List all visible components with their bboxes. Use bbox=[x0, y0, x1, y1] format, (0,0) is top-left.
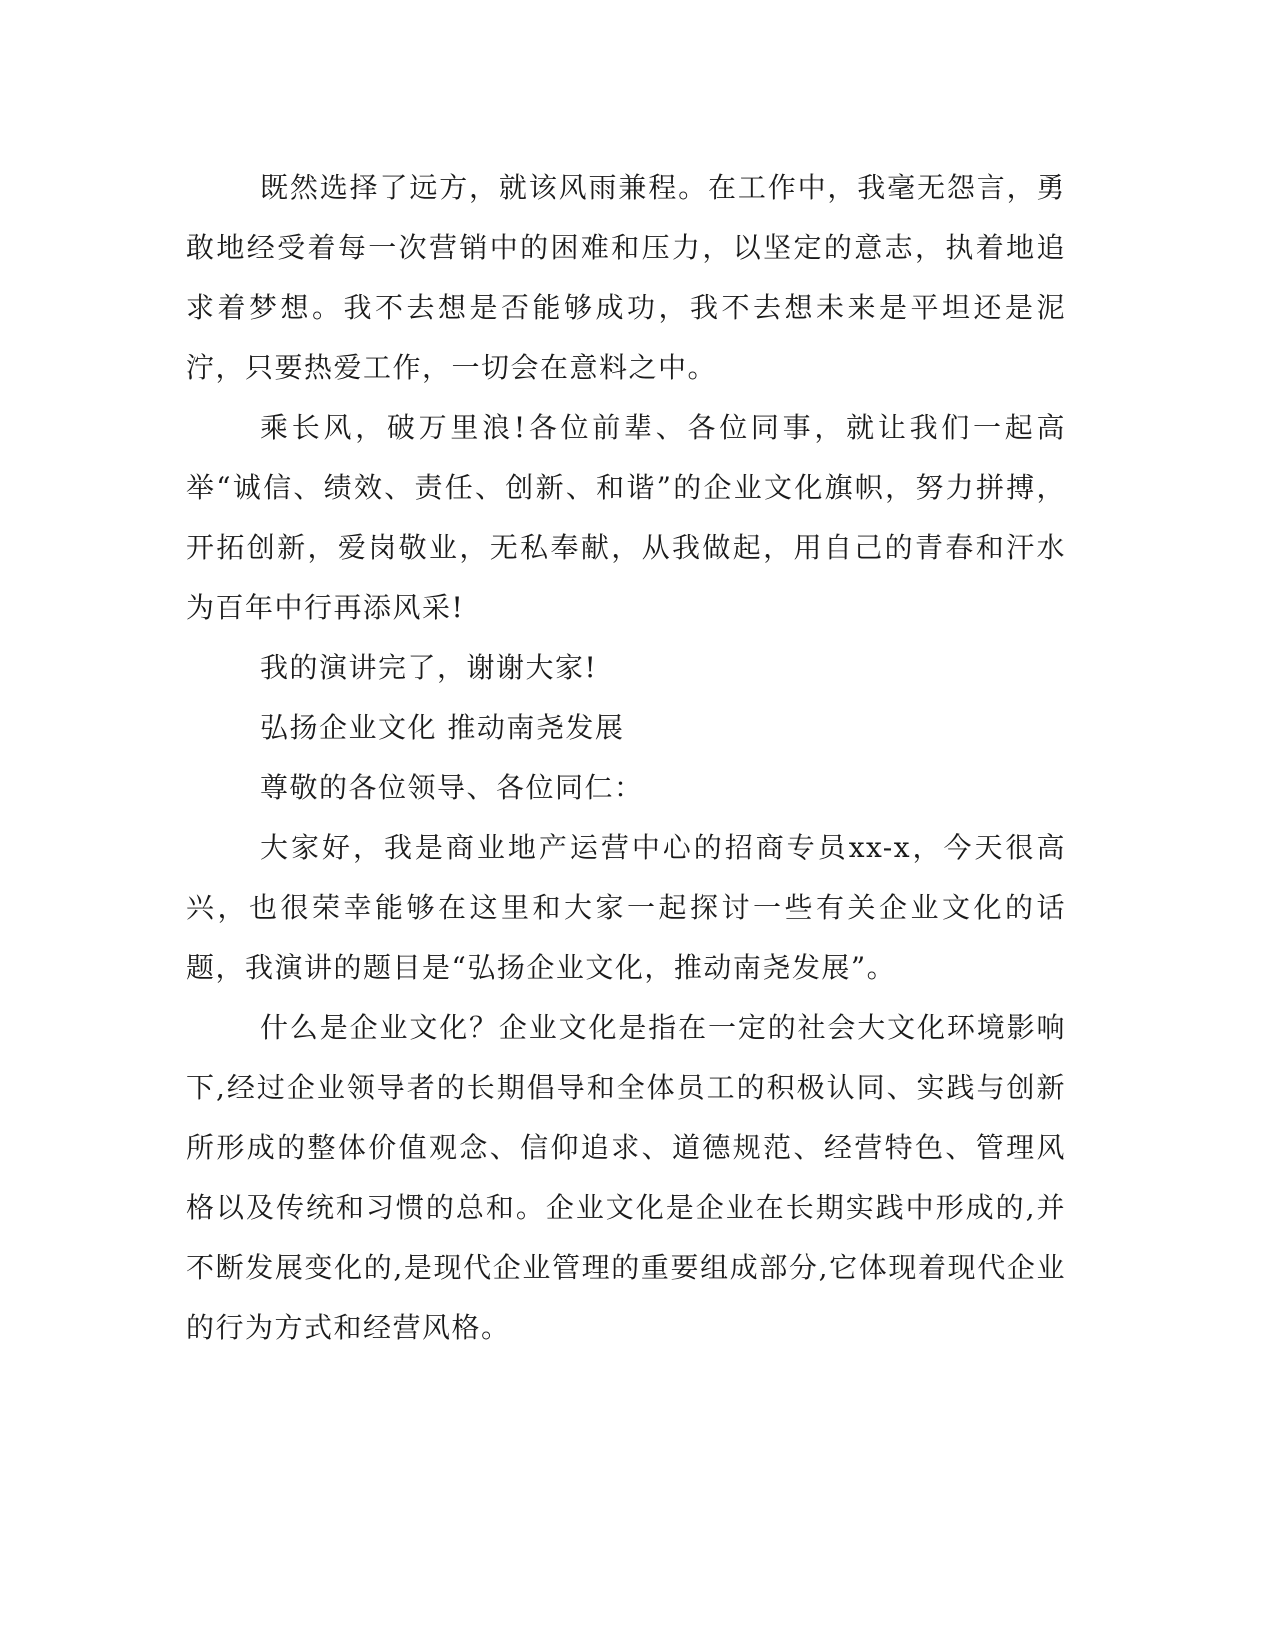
paragraph-2: 乘长风，破万里浪!各位前辈、各位同事，就让我们一起高举“诚信、绩效、责任、创新、和谐”的企业文化旗帜，努力拼搏，开拓创新，爱岗敬业，无私奉献，从我做起，用自己的青春和汗水为百年中行再添风采! bbox=[186, 411, 1066, 624]
salutation: 尊敬的各位领导、各位同仁： bbox=[260, 771, 644, 804]
paragraph-6: 大家好，我是商业地产运营中心的招商专员xx-x，今天很高兴，也很荣幸能够在这里和大家一起探讨一些有关企业文化的话题，我演讲的题目是“弘扬企业文化，推动南尧发展”。 bbox=[186, 831, 1066, 984]
document-body bbox=[186, 158, 1066, 1358]
speech-title: 弘扬企业文化 推动南尧发展 bbox=[260, 711, 625, 744]
paragraph-7: 什么是企业文化？企业文化是指在一定的社会大文化环境影响下,经过企业领导者的长期倡导和全体员工的积极认同、实践与创新所形成的整体价值观念、信仰追求、道德规范、经营特色、管理风格以及传统和习惯的总和。企业文化是企业在长期实践中形成的,并不断发展变化的,是现代企业管理的重要组成部分,它体现着现代企业的行为方式和经营风格。 bbox=[186, 1011, 1066, 1344]
paragraph-1: 既然选择了远方，就该风雨兼程。在工作中，我毫无怨言，勇敢地经受着每一次营销中的困难和压力，以坚定的意志，执着地追求着梦想。我不去想是否能够成功，我不去想未来是平坦还是泥泞，只要热爱工作，一切会在意料之中。 bbox=[186, 171, 1066, 384]
paragraph-3: 我的演讲完了，谢谢大家! bbox=[260, 651, 598, 684]
